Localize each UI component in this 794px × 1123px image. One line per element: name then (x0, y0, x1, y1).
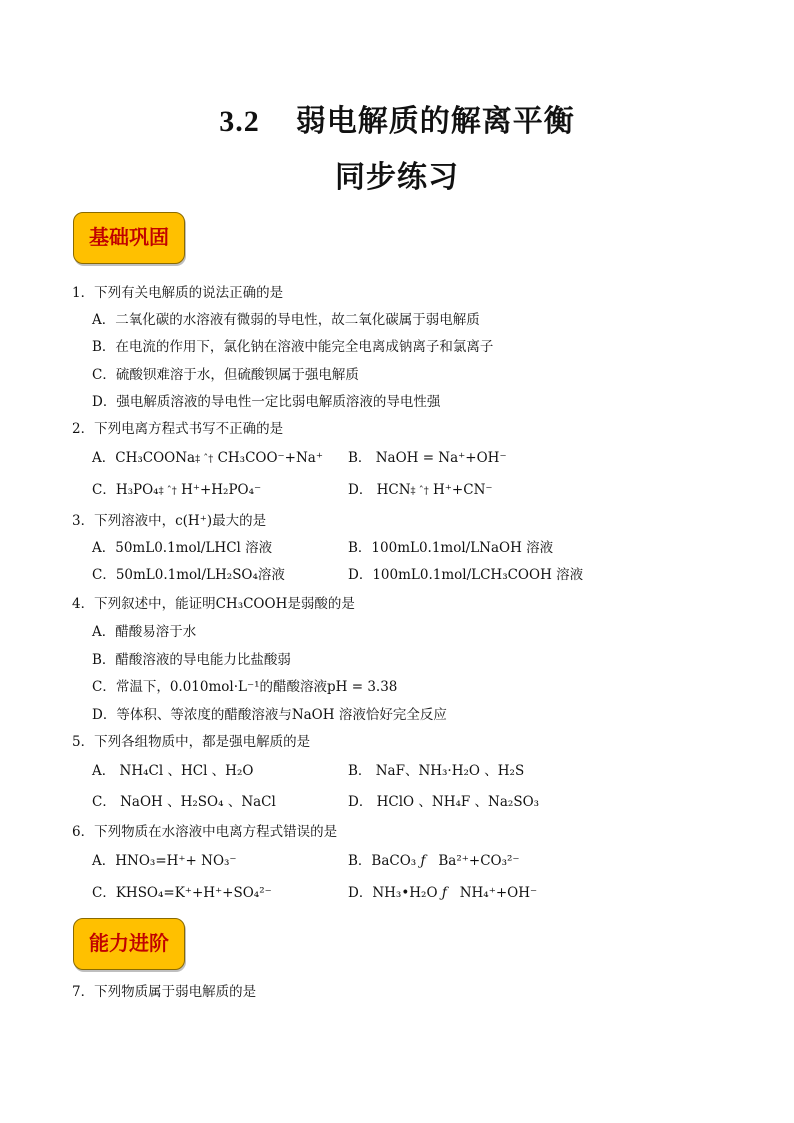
q4-option-c: C．常温下，0.010mol·L⁻¹的醋酸溶液pH = 3.38 (92, 679, 398, 695)
section-advanced-badge: 能力进阶 (73, 918, 185, 970)
q6-option-d (348, 884, 537, 902)
q2-d-arrow: ‡ ˆ† (410, 486, 429, 497)
q6-b-arrow: ƒ (420, 853, 426, 869)
q1-option-a: A．二氧化碳的水溶液有微弱的导电性，故二氧化碳属于弱电解质 (92, 312, 480, 328)
q2-c-label: C． (92, 482, 116, 498)
question-2-stem: 2．下列电离方程式书写不正确的是 (72, 421, 284, 437)
q2-a-rhs: CH₃COO⁻+Na⁺ (217, 450, 323, 466)
q6-b-lhs: BaCO₃ (371, 853, 417, 869)
q4-option-d: D．等体积、等浓度的醋酸溶液与NaOH 溶液恰好完全反应 (92, 707, 447, 723)
q2-a-label: A． (92, 450, 116, 466)
q3-option-b: B．100mL0.1mol/LNaOH 溶液 (348, 540, 554, 556)
q2-option-b: B． NaOH = Na⁺+OH⁻ (348, 450, 507, 466)
q3-option-c: C．50mL0.1mol/LH₂SO₄溶液 (92, 567, 285, 583)
q6-d-rhs: NH₄⁺+OH⁻ (459, 885, 538, 901)
q4-option-b: B．醋酸溶液的导电能力比盐酸弱 (92, 652, 291, 668)
question-4-stem: 4．下列叙述中，能证明CH₃COOH是弱酸的是 (72, 596, 355, 612)
q6-option-a: A．HNO₃=H⁺+ NO₃⁻ (92, 853, 237, 869)
q2-c-arrow: ‡ ˆ† (158, 486, 177, 497)
q2-d-lhs: HCN (376, 482, 411, 498)
q5-option-c: C． NaOH 、H₂SO₄ 、NaCl (92, 794, 276, 810)
q1-option-c: C．硫酸钡难溶于水，但硫酸钡属于强电解质 (92, 367, 359, 383)
q5-option-d: D． HClO 、NH₄F 、Na₂SO₃ (348, 794, 540, 810)
q2-option-a (92, 449, 323, 469)
title-number: 3.2 (219, 105, 260, 138)
q6-d-lhs: NH₃•H₂O (372, 885, 438, 901)
q2-option-c (92, 481, 261, 501)
q6-option-c: C．KHSO₄=K⁺+H⁺+SO₄²⁻ (92, 885, 272, 901)
question-5-stem: 5．下列各组物质中，都是强电解质的是 (72, 734, 311, 750)
q2-d-label: D． (348, 482, 373, 498)
q6-d-label: D． (348, 885, 373, 901)
q4-option-a: A．醋酸易溶于水 (92, 624, 197, 640)
q2-option-d (348, 481, 493, 501)
q5-option-b: B． NaF、NH₃·H₂O 、H₂S (348, 763, 525, 779)
q6-b-label: B． (348, 853, 372, 869)
q1-option-d: D．强电解质溶液的导电性一定比弱电解质溶液的导电性强 (92, 394, 441, 410)
page-title (0, 96, 794, 140)
q3-option-a: A．50mL0.1mol/LHCl 溶液 (92, 540, 273, 556)
title-text: 弱电解质的解离平衡 (295, 104, 575, 139)
q1-option-b: B．在电流的作用下，氯化钠在溶液中能完全电离成钠离子和氯离子 (92, 339, 494, 355)
q5-option-a: A． NH₄Cl 、HCl 、H₂O (92, 763, 254, 779)
q2-d-rhs: H⁺+CN⁻ (433, 482, 493, 498)
section-basic-badge: 基础巩固 (73, 212, 185, 264)
q6-option-b (348, 852, 520, 870)
q2-c-rhs: H⁺+H₂PO₄⁻ (181, 482, 262, 498)
q6-b-rhs: Ba²⁺+CO₃²⁻ (438, 853, 520, 869)
q2-a-lhs: CH₃COONa (115, 450, 196, 466)
question-6-stem: 6．下列物质在水溶液中电离方程式错误的是 (72, 824, 338, 840)
q2-a-arrow: ‡ ˆ† (195, 454, 214, 465)
question-3-stem: 3．下列溶液中，c(H⁺)最大的是 (72, 513, 267, 529)
question-1-stem: 1．下列有关电解质的说法正确的是 (72, 285, 284, 301)
q3-option-d: D．100mL0.1mol/LCH₃COOH 溶液 (348, 567, 584, 583)
q6-d-arrow: ƒ (441, 885, 447, 901)
question-7-stem: 7．下列物质属于弱电解质的是 (72, 984, 257, 1000)
page-subtitle: 同步练习 (335, 160, 459, 195)
q2-c-lhs: H₃PO₄ (115, 482, 159, 498)
